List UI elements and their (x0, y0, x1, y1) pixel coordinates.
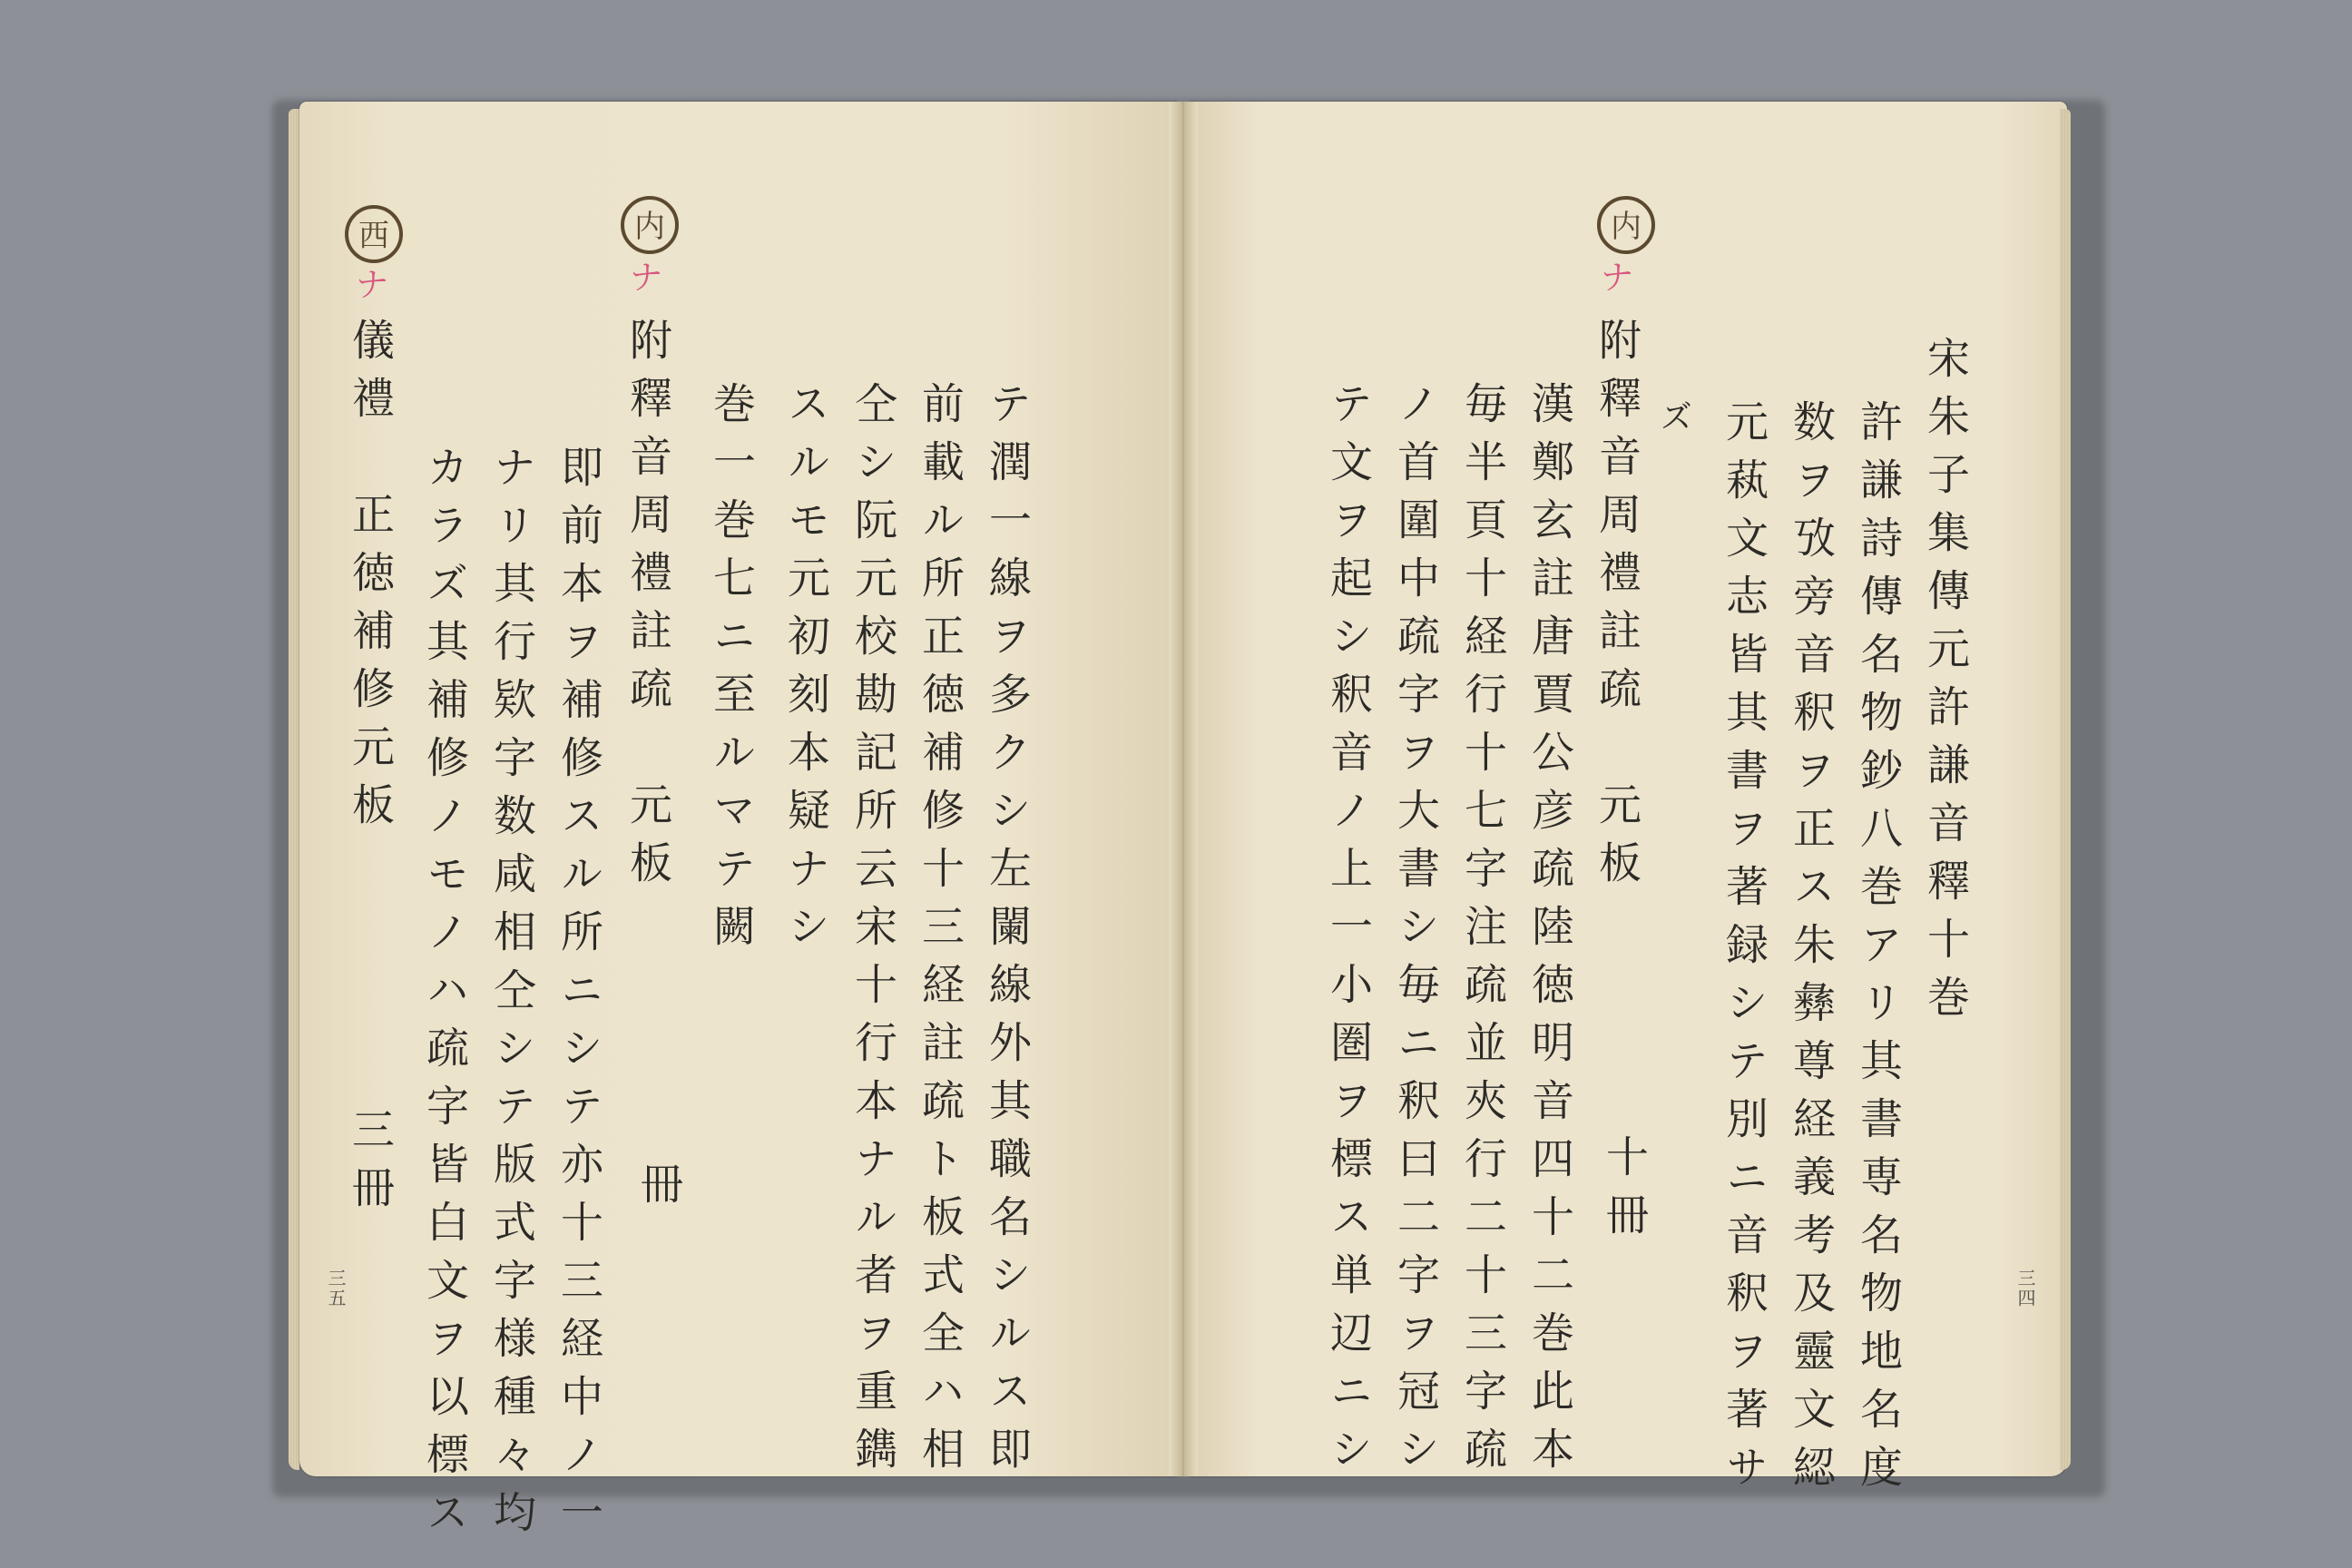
text-column: ノ首圍中疏字ヲ大書シ毎ニ釈曰二字ヲ冠シ (1390, 381, 1440, 1485)
page-number: 三五 (325, 1269, 347, 1308)
text-column: 宋朱子集傳元許謙音釋十巻 (1920, 336, 1970, 1033)
red-mark: ナ (356, 267, 389, 304)
text-column: テ潤一線ヲ多クシ左闌線外其職名シルス即 (982, 381, 1032, 1485)
text-column: 附釋音周禮註疏 元板 (622, 318, 672, 898)
text-column: スルモ元初刻本疑ナシ (780, 381, 830, 962)
stamp-icon: 内 (621, 196, 679, 254)
text-column: 仝シ阮元校勘記所云宋十行本ナル者ヲ重鐫 (848, 381, 897, 1485)
page-number: 三四 (2014, 1269, 2036, 1308)
text-column: 元萟文志皆其書ヲ著録シテ別ニ音釈ヲ著サ (1719, 399, 1769, 1503)
left-page-edge (289, 109, 299, 1470)
text-column: 前載ル所正徳補修十三経註疏ト板式全ハ相 (915, 381, 965, 1485)
text-column: ズ (1655, 399, 1692, 447)
red-mark: ナ (630, 260, 663, 297)
text-column: テ文ヲ起シ釈音ノ上一小圏ヲ標ス単辺ニシ (1323, 381, 1373, 1485)
text-column: 三冊 (345, 1107, 395, 1223)
text-column: 即前本ヲ補修スル所ニシテ亦十三経中ノ一 (554, 445, 603, 1548)
text-column: 毎半頁十経行十七字注疏並夾行二十三字疏 (1457, 381, 1507, 1485)
text-column: 漢鄭玄註唐賈公彦疏陸徳明音四十二巻此本 (1524, 381, 1574, 1485)
text-column: 儀禮 正徳補修元板 (345, 318, 395, 840)
right-page-edge (2060, 109, 2071, 1470)
text-column: 許謙詩傳名物鈔八巻アリ其書専名物地名度 (1853, 399, 1903, 1503)
stamp-icon: 内 (1597, 196, 1655, 254)
text-column: 十冊 (1599, 1134, 1649, 1250)
text-column: 附釋音周禮註疏 元板 (1592, 318, 1642, 898)
stamp-icon: 西 (345, 205, 403, 263)
text-column: 冊 (633, 1161, 683, 1220)
text-column: 数ヲ攷旁音釈ヲ正ス朱彝尊経義考及靈文綛 (1786, 399, 1836, 1503)
book-gutter (1169, 102, 1198, 1476)
text-column: ナリ其行欵字数咸相仝シテ版式字様種々均 (486, 445, 536, 1548)
text-column: 巻一巻七ニ至ルマテ闕 (706, 381, 756, 962)
red-mark: ナ (1601, 260, 1634, 297)
text-column: カラズ其補修ノモノハ疏字皆白文ヲ以標ス (419, 445, 469, 1548)
